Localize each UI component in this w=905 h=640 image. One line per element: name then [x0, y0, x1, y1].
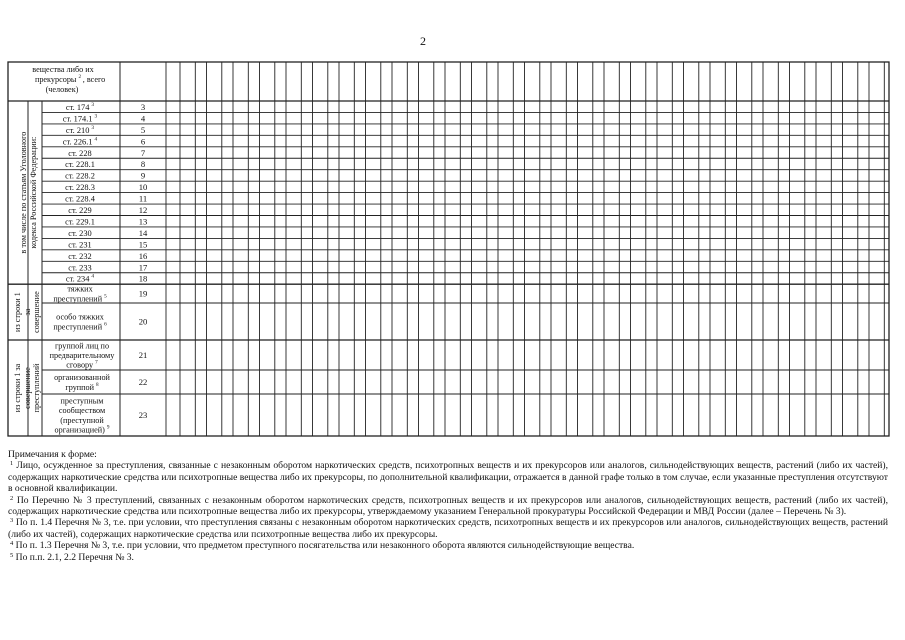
group-row-label: организацией) $^9$ [54, 424, 110, 435]
footnote-text: По п.п. 2.1, 2.2 Перечня № 3. [13, 551, 134, 563]
article-row-label: ст. 230 [68, 228, 92, 238]
article-row-label: ст. 210 $^3$ [65, 124, 95, 135]
row-number: 9 [140, 170, 146, 181]
article-row-label: ст. 226.1 $^4$ [62, 136, 98, 147]
row-number: 6 [140, 136, 146, 147]
row-number: 20 [138, 316, 148, 327]
article-row-label: ст. 228.3 [65, 183, 95, 193]
article-row-label: ст. 228.2 [65, 171, 95, 181]
article-row-label: ст. 234 $^4$ [65, 273, 95, 284]
footnote-3 [8, 517, 888, 540]
row-number: 22 [138, 377, 148, 387]
row-number: 21 [138, 350, 148, 360]
header-text-line: прекурсоры $^2$ [34, 74, 82, 84]
page-number: 2 [420, 34, 426, 48]
footnote-4 [8, 540, 888, 551]
group-label-vertical: за [23, 308, 32, 316]
notes-list [8, 460, 888, 563]
crime-row-label: преступлений $^5$ [53, 293, 107, 304]
footnote-marker: 1 [10, 460, 14, 468]
article-row-label: ст. 228.4 [65, 194, 95, 204]
row-number: 3 [140, 101, 146, 112]
article-row-label: ст. 174.1 $^3$ [62, 113, 98, 124]
crime-row-label: тяжких [67, 284, 93, 294]
footnote-2 [8, 495, 888, 518]
row-number: 10 [138, 182, 148, 193]
footnote-5 [8, 552, 888, 563]
row-number: 19 [138, 288, 148, 299]
footnote-text: По п. 1.4 Перечня № 3, т.е. при условии, что преступления связаны с незаконным оборотом наркотических средств, психотропных веществ и их прекурсоров или аналогов, сильнодействующих веществ, растений (либо их частей), содержащих наркотические средства или психотропные вещества либо их прекурсоры. [8, 517, 888, 540]
group-label-vertical: из строки 1 [13, 292, 22, 332]
footnote-1 [8, 460, 888, 494]
group-row-label: (преступной [60, 415, 104, 425]
row-number: 14 [138, 227, 148, 238]
row-number: 23 [138, 410, 148, 420]
group-label-vertical: совершение [32, 291, 41, 333]
footnote-marker: 4 [10, 540, 14, 548]
row-number: 5 [140, 124, 146, 135]
group-row-label: организованной [54, 373, 110, 383]
group-label-vertical: из строки 1 за [13, 363, 22, 413]
row-number: 18 [138, 273, 148, 284]
row-number: 17 [138, 262, 148, 273]
row-number: 11 [138, 193, 148, 204]
group-label-vertical: в том числе по статьям Уголовного [19, 131, 28, 254]
row-number: 7 [140, 147, 146, 158]
header-text-line: , всего [82, 75, 106, 84]
footnote-text: По п. 1.3 Перечня № 3, т.е. при условии, что предметом преступного посягательства или незаконного оборота являются сильнодействующие вещества. [13, 540, 635, 552]
article-row-label: ст. 229.1 [65, 217, 95, 227]
row-number: 13 [138, 216, 148, 227]
footnote-text: Лицо, осужденное за преступления, связанные с незаконным оборотом наркотических средств, психотропных веществ и их прекурсоров или аналогов, сильнодействующих веществ, растений (либо их частей), содержащих наркотические средства или психотропные вещества либо их прекурсоры, по дополнительной квалификации, отражается в данной графе только в том случае, если указанные преступления отсутствуют в основной квалификации. [8, 460, 888, 495]
header-text-line: вещества либо их [32, 65, 94, 74]
notes-title: Примечания к форме: [8, 449, 97, 460]
group-row-label: предварительному [49, 351, 115, 360]
row-number: 12 [138, 205, 148, 215]
article-row-label: ст. 228 [68, 148, 92, 158]
footnote-marker: 2 [10, 494, 14, 502]
group-row-label: группой лиц по [54, 341, 110, 351]
group-row-label: сговору $^7$ [66, 359, 98, 370]
footnote-marker: 3 [10, 517, 14, 525]
group-row-label: группой $^8$ [65, 381, 99, 392]
article-row-label: ст. 233 [68, 263, 92, 273]
group-row-label: преступным [60, 396, 104, 406]
header-text-line: (человек) [45, 85, 79, 94]
crime-row-label: преступлений $^6$ [53, 321, 107, 332]
group-label-vertical: преступлений [32, 363, 41, 413]
row-number: 8 [140, 159, 146, 170]
article-row-label: ст. 174 $^3$ [65, 101, 95, 112]
group-label-vertical: кодекса Российской Федерации: [29, 136, 38, 249]
row-number: 16 [138, 250, 148, 261]
form-notes [8, 449, 888, 563]
article-row-label: ст. 228.1 [65, 160, 95, 170]
group-label-vertical: совершение [23, 367, 32, 409]
row-number: 4 [140, 113, 146, 124]
crime-row-label: особо тяжких [56, 312, 104, 322]
article-row-label: ст. 231 [68, 240, 92, 250]
footnote-text: По Перечню № 3 преступлений, связанных с незаконным оборотом наркотических средств, психотропных веществ и их прекурсоров или аналогов, сильнодействующих веществ, растений (либо их частей), содержащих наркотические средства или психотропные вещества либо их прекурсоры, утверждаемому указанием Генеральной прокуратуры Российской Федерации и МВД России (далее – Перечень № 3). [8, 494, 888, 518]
group-row-label: сообществом [58, 406, 106, 416]
article-row-label: ст. 232 [68, 251, 92, 261]
footnote-marker: 5 [10, 551, 14, 559]
article-row-label: ст. 229 [68, 206, 92, 215]
row-number: 15 [138, 239, 148, 250]
